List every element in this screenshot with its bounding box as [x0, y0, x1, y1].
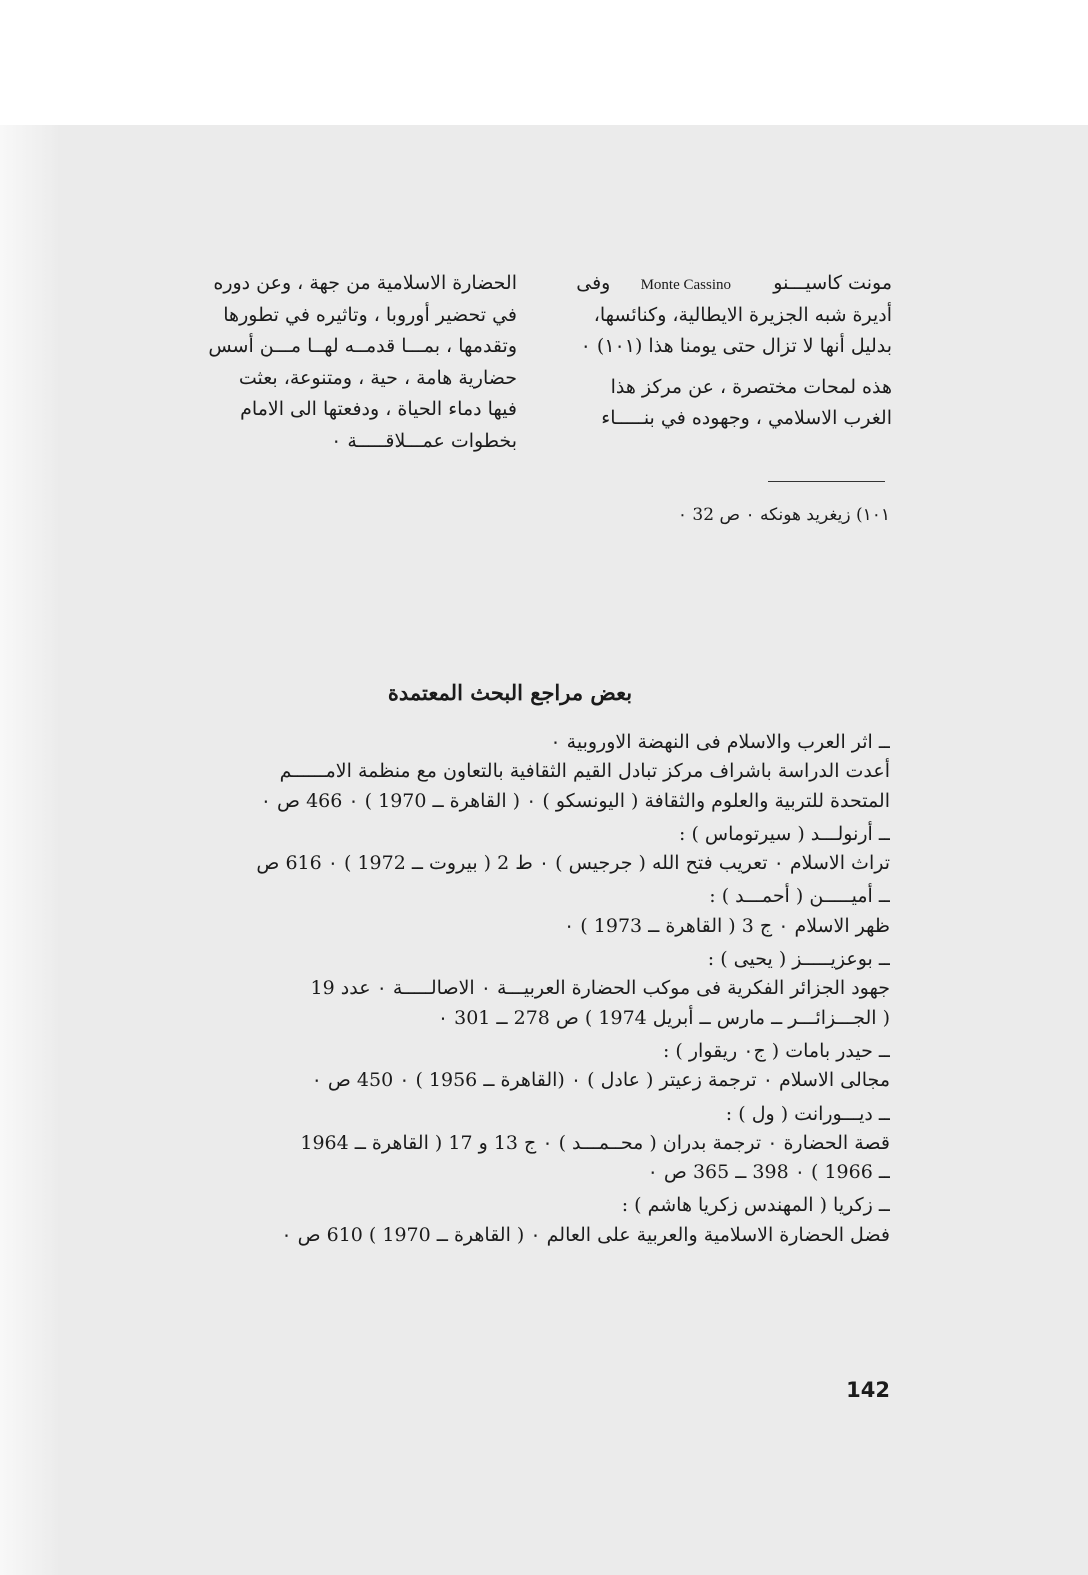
left-column-line: فيها دماء الحياة ، ودفعتها الى الامام [240, 398, 517, 420]
two-column-text [172, 268, 892, 468]
reference-line: ــ اثر العرب والاسلام فى النهضة الاوروبية ٠ [550, 731, 890, 753]
reference-line: ظهر الاسلام ٠ ج 3 ( القاهرة ــ 1973 ) ٠ [564, 914, 890, 937]
reference-line: المتحدة للتربية والعلوم والثقافة ( اليونسكو ) ٠ ( القاهرة ــ 1970 ) ٠ 466 ص ٠ [260, 789, 890, 812]
footnote: ١٠١) زيغريد هونكه ٠ ص 32 ٠ [677, 505, 890, 525]
reference-line: ــ بوعزيـــــز ( يحيى ) : [707, 948, 890, 971]
references-title: بعض مراجع البحث المعتمدة [387, 680, 633, 705]
reference-entry [168, 1100, 890, 1188]
reference-entry [168, 1037, 890, 1096]
reference-line: أعدت الدراسة باشراف مركز تبادل القيم الثقافية بالتعاون مع منظمة الامــــــم [279, 760, 890, 783]
left-column-line: الحضارة الاسلامية من جهة ، وعن دوره [213, 272, 517, 294]
reference-line: ــ زكريا ( المهندس زكريا هاشم ) : [621, 1194, 890, 1217]
reference-line: فضل الحضارة الاسلامية والعربية على العالم ٠ ( القاهرة ــ 1970 ) 610 ص ٠ [281, 1223, 890, 1246]
reference-line: جهود الجزائر الفكرية فى موكب الحضارة العربيـــة ٠ الاصالـــــة ٠ عدد 19 [310, 977, 890, 1000]
reference-line: ــ 1966 ) ٠ 398 ــ 365 ص ٠ [647, 1161, 890, 1184]
right-column-line: الغرب الاسلامي ، وجهوده في بنـــــاء [601, 407, 892, 429]
left-column [172, 268, 517, 468]
page-number: 142 [846, 1378, 890, 1402]
reference-entry [168, 728, 890, 816]
reference-entry [168, 820, 890, 879]
reference-line: ــ ديـــورانت ( ول ) : [725, 1102, 890, 1125]
reference-line: مجالى الاسلام ٠ ترجمة زعيتر ( عادل ) ٠ (القاهرة ــ 1956 ) ٠ 450 ص ٠ [311, 1069, 890, 1092]
scan-margin-left [0, 125, 58, 1575]
reference-line: ( الجـــزائـــر ــ مارس ــ أبريل 1974 ) ص 278 ــ 301 ٠ [437, 1006, 890, 1029]
reference-entry [168, 882, 890, 941]
reference-entry [168, 1191, 890, 1250]
reference-line: قصة الحضارة ٠ ترجمة بدران ( محــمـــد ) ٠ ج 13 و 17 ( القاهرة ــ 1964 [300, 1131, 890, 1154]
right-column-line: أديرة شبه الجزيرة الايطالية، وكنائسها، [593, 303, 892, 326]
reference-entry [168, 945, 890, 1033]
reference-line: ــ أرنولـــد ( سيرتوماس ) : [679, 822, 890, 845]
scan-margin-top [0, 0, 1088, 125]
footnote-rule [768, 481, 885, 482]
right-column-line: مونت كاسيـــنو Monte Cassino وفى [576, 272, 892, 294]
reference-line: ــ أميـــــن ( أحمـــد ) : [709, 885, 890, 908]
left-column-line: في تحضير أوروبا ، وتاثيره في تطورها [223, 303, 517, 326]
left-column-line: حضارية هامة ، حية ، ومتنوعة، بعثت [238, 366, 517, 389]
right-column [547, 268, 892, 468]
right-column-line: بدليل أنها لا تزال حتى يومنا هذا (١٠١) ٠ [580, 335, 892, 357]
left-column-line: بخطوات عمـــلاقـــــة ٠ [331, 429, 517, 452]
right-column-line: هذه لمحات مختصرة ، عن مركز هذا [610, 375, 892, 398]
latin-term: Monte Cassino [640, 277, 731, 293]
references-list [168, 728, 890, 1250]
left-column-line: وتقدمها ، بمـــا قدمــه لهــا مـــن أسس [208, 335, 517, 357]
reference-line: تراث الاسلام ٠ تعريب فتح الله ( جرجيس ) ٠ ط 2 ( بيروت ــ 1972 ) ٠ 616 ص [256, 852, 890, 875]
reference-line: ــ حيدر بامات ( ج٠ ريقوار ) : [662, 1039, 890, 1062]
